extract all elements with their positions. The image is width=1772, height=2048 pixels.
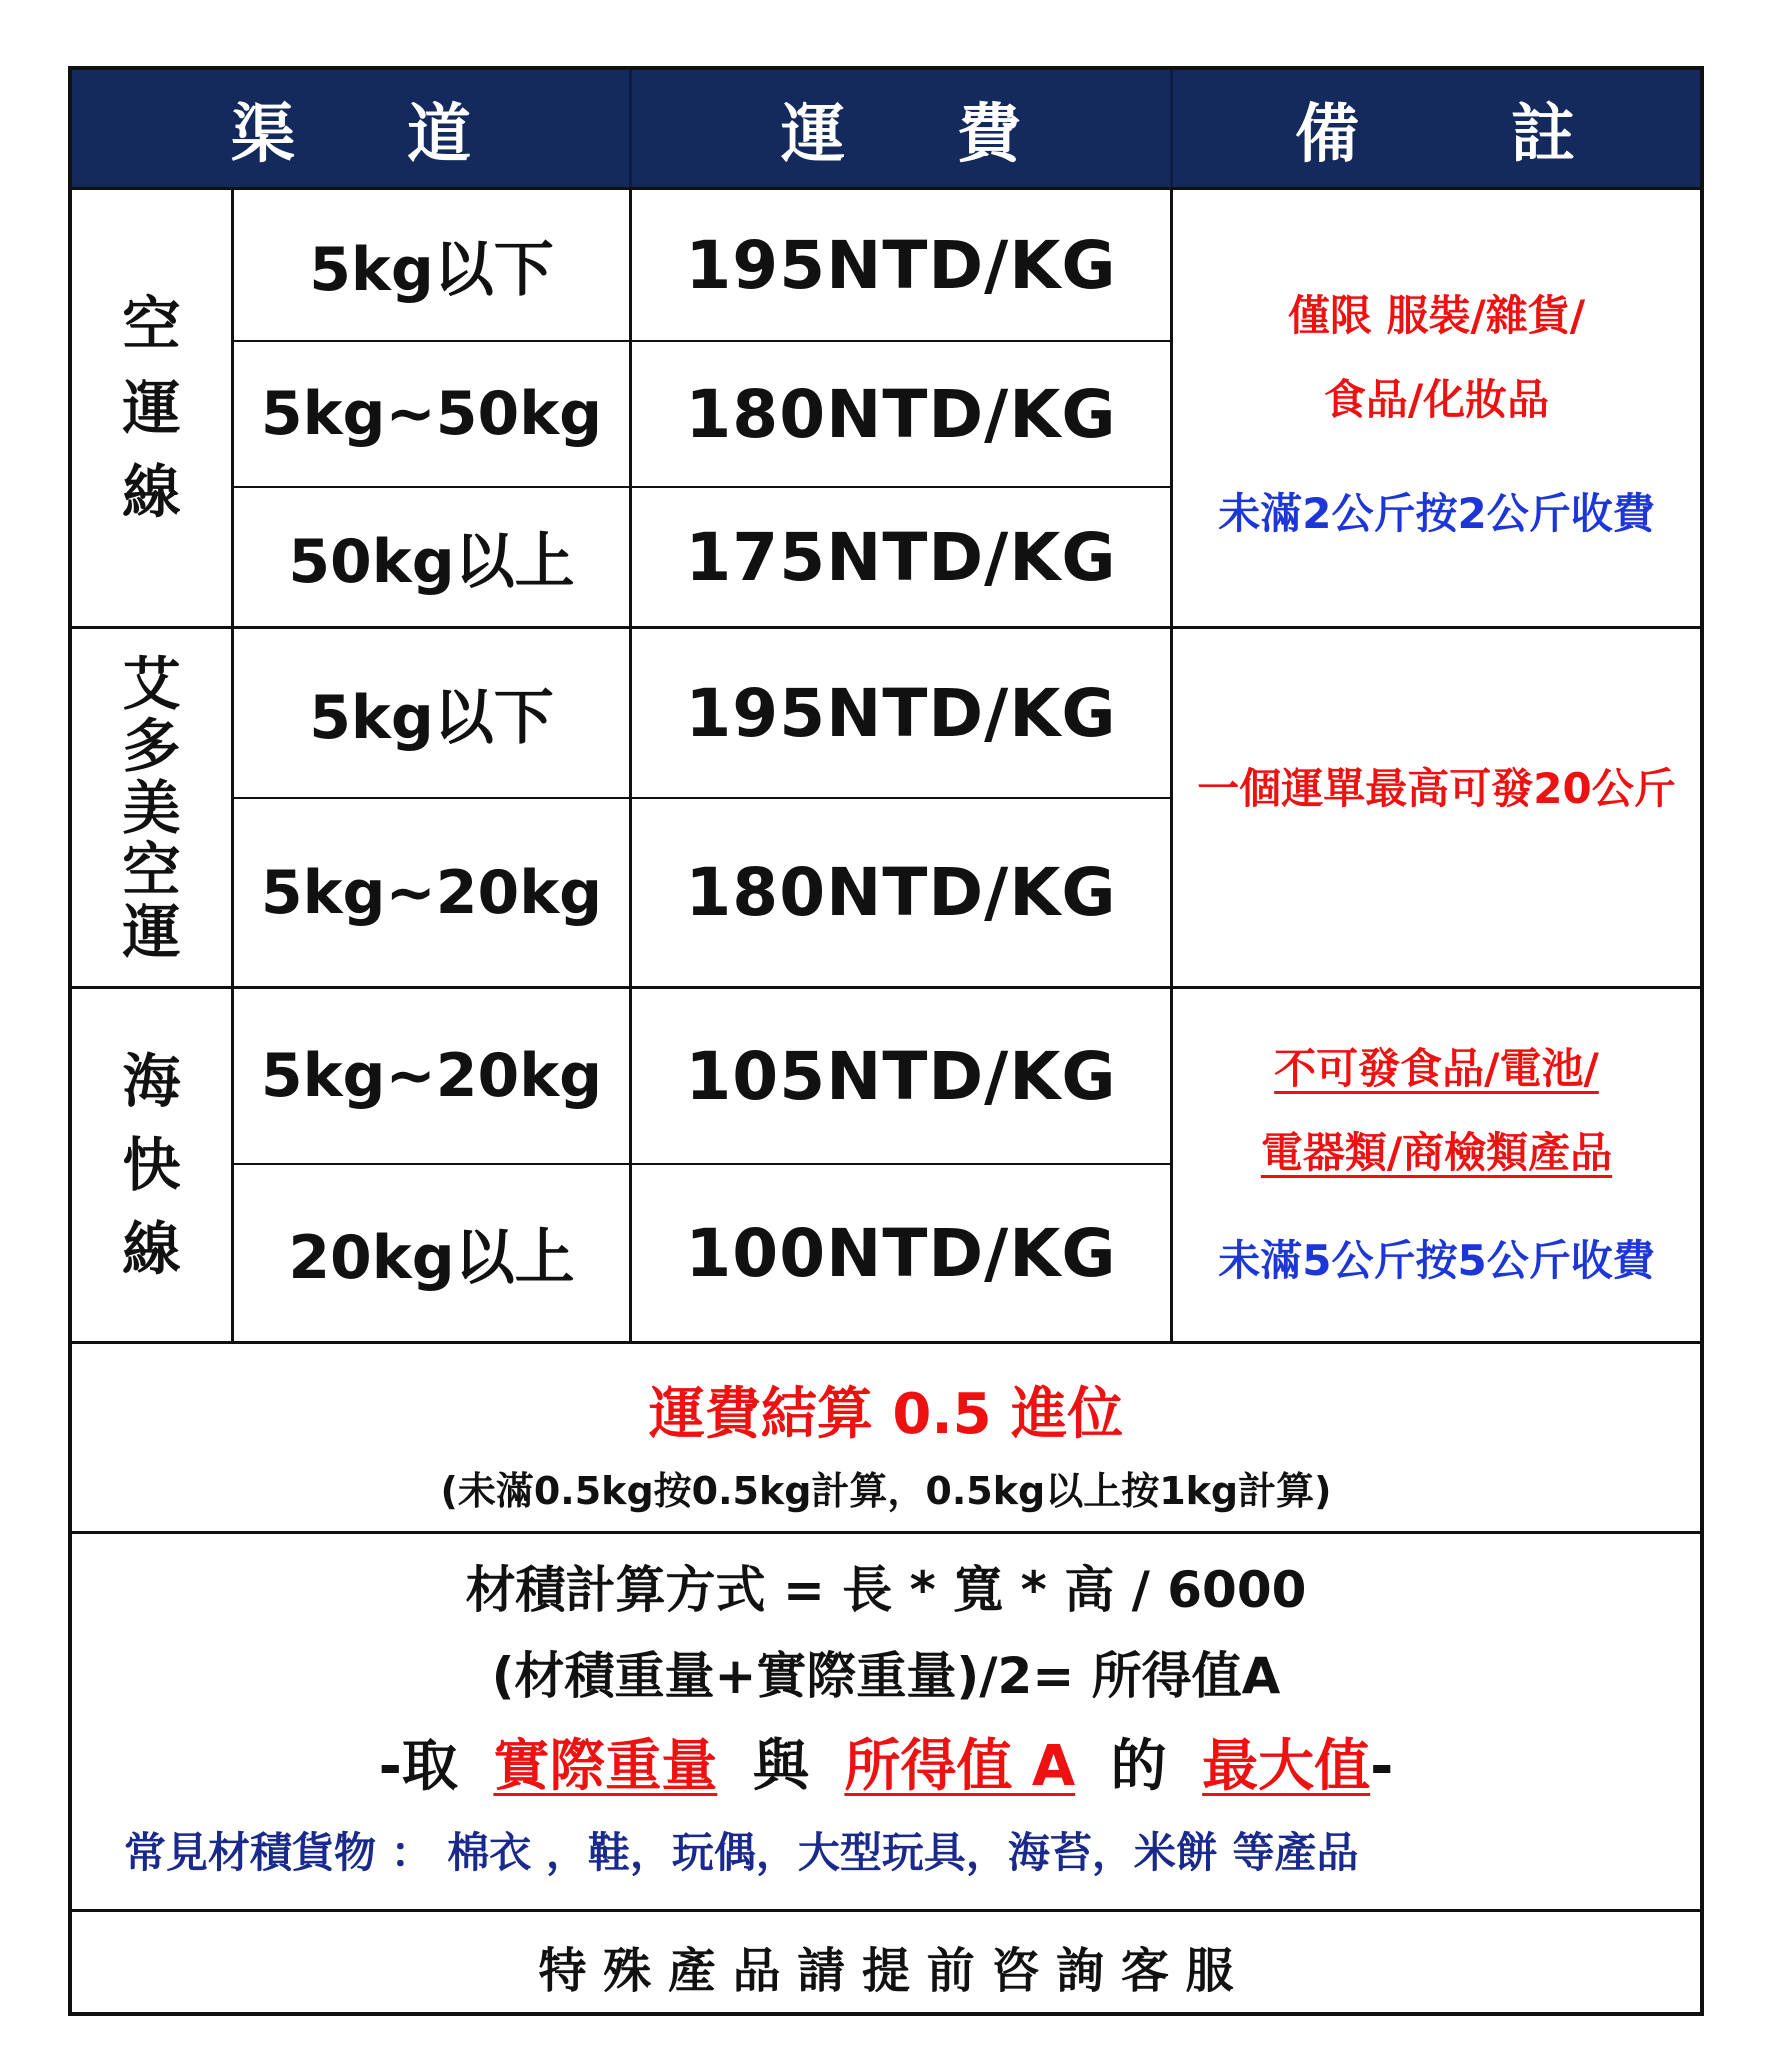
- channel-aidomei-label: [72, 629, 231, 986]
- header-remark: [1172, 70, 1700, 187]
- channel-char: 線: [122, 458, 181, 526]
- shipping-rate-table: [68, 66, 1704, 2016]
- common-goods: 常見材積貨物 ： 棉衣 ，鞋，玩偶，大型玩具，海苔，米餅 等產品: [124, 1828, 1359, 1877]
- remark-minimum: 未滿5公斤按5公斤收費: [1218, 1236, 1655, 1285]
- volume-formula: 材積計算方式 = 長 * 寬 * 高 / 6000: [465, 1561, 1307, 1619]
- channel-sea-label: [72, 989, 231, 1341]
- section-divider: [72, 1341, 1700, 1344]
- rule-text: -: [1370, 1734, 1394, 1799]
- rule-text: 與: [752, 1734, 809, 1799]
- weight-cell: 5kg以下: [309, 683, 554, 753]
- rate-cell: 175NTD/KG: [685, 518, 1117, 596]
- rate-cell: 195NTD/KG: [685, 674, 1117, 752]
- channel-char: 艾: [122, 649, 181, 718]
- weight-cell: 5kg以下: [309, 235, 554, 305]
- header-remark-char: 備: [1295, 97, 1361, 172]
- aidomei-remark: [1173, 629, 1700, 949]
- rate-cell: 195NTD/KG: [685, 226, 1117, 304]
- channel-char: 線: [122, 1215, 181, 1283]
- remark-minimum: 未滿2公斤按2公斤收費: [1218, 489, 1655, 538]
- consult-notice: 特 殊 產 品 請 提 前 咨 詢 客 服: [538, 1943, 1234, 1999]
- channel-char: 運: [122, 374, 181, 442]
- rate-cell: 105NTD/KG: [685, 1037, 1117, 1115]
- remark-restriction: 電器類/商檢類產品: [1260, 1128, 1613, 1177]
- volume-rule: [72, 1722, 1700, 1802]
- remark-restriction: 不可發食品/電池/: [1274, 1044, 1599, 1093]
- rounding-detail: (未滿0.5kg按0.5kg計算，0.5kg以上按1kg計算): [440, 1469, 1332, 1513]
- channel-char: 快: [122, 1131, 181, 1199]
- channel-char: 空: [122, 290, 181, 358]
- channel-air-label: [72, 190, 231, 626]
- air-remark: [1173, 220, 1700, 610]
- remark-restriction: 食品/化妝品: [1323, 375, 1550, 424]
- header-fee-char: 運: [781, 97, 847, 172]
- channel-char: 多: [122, 711, 181, 780]
- header-fee-char: 費: [957, 97, 1023, 172]
- channel-char: 運: [122, 897, 181, 966]
- volume-average: (材積重量+實際重量)/2= 所得值A: [491, 1647, 1281, 1705]
- weight-cell: 20kg以上: [288, 1223, 575, 1293]
- remark-restriction: 僅限 服裝/雜貨/: [1287, 291, 1586, 340]
- header-channel-char: 道: [407, 97, 473, 172]
- rule-calculated-value: 所得值 A: [844, 1734, 1076, 1799]
- header-channel-char: 渠: [231, 97, 297, 172]
- header-remark-char: 註: [1511, 97, 1577, 172]
- weight-cell: 50kg以上: [288, 527, 575, 597]
- rate-cell: 180NTD/KG: [685, 854, 1117, 931]
- rule-max-value: 最大值: [1202, 1734, 1371, 1799]
- rule-actual-weight: 實際重量: [493, 1734, 718, 1799]
- rate-cell: 180NTD/KG: [685, 375, 1117, 453]
- remark-limit: 一個運單最高可發20公斤: [1197, 764, 1676, 813]
- section-divider: [72, 1909, 1700, 1912]
- weight-cell: 5kg~20kg: [260, 857, 603, 928]
- sea-remark: [1173, 989, 1700, 1341]
- header-divider: [1170, 70, 1173, 187]
- header-channel: [72, 70, 632, 187]
- channel-char: 海: [122, 1047, 181, 1115]
- channel-char: 空: [122, 835, 181, 904]
- rule-text: 的: [1110, 1734, 1167, 1799]
- rate-cell: 100NTD/KG: [685, 1214, 1117, 1292]
- rule-text: -取: [378, 1734, 458, 1799]
- weight-cell: 5kg~50kg: [260, 379, 603, 449]
- header-divider: [629, 70, 632, 187]
- rounding-title: 運費結算 0.5 進位: [648, 1382, 1124, 1447]
- channel-char: 美: [122, 773, 181, 842]
- header-fee: [632, 70, 1172, 187]
- section-divider: [72, 1531, 1700, 1534]
- weight-cell: 5kg~20kg: [260, 1041, 603, 1111]
